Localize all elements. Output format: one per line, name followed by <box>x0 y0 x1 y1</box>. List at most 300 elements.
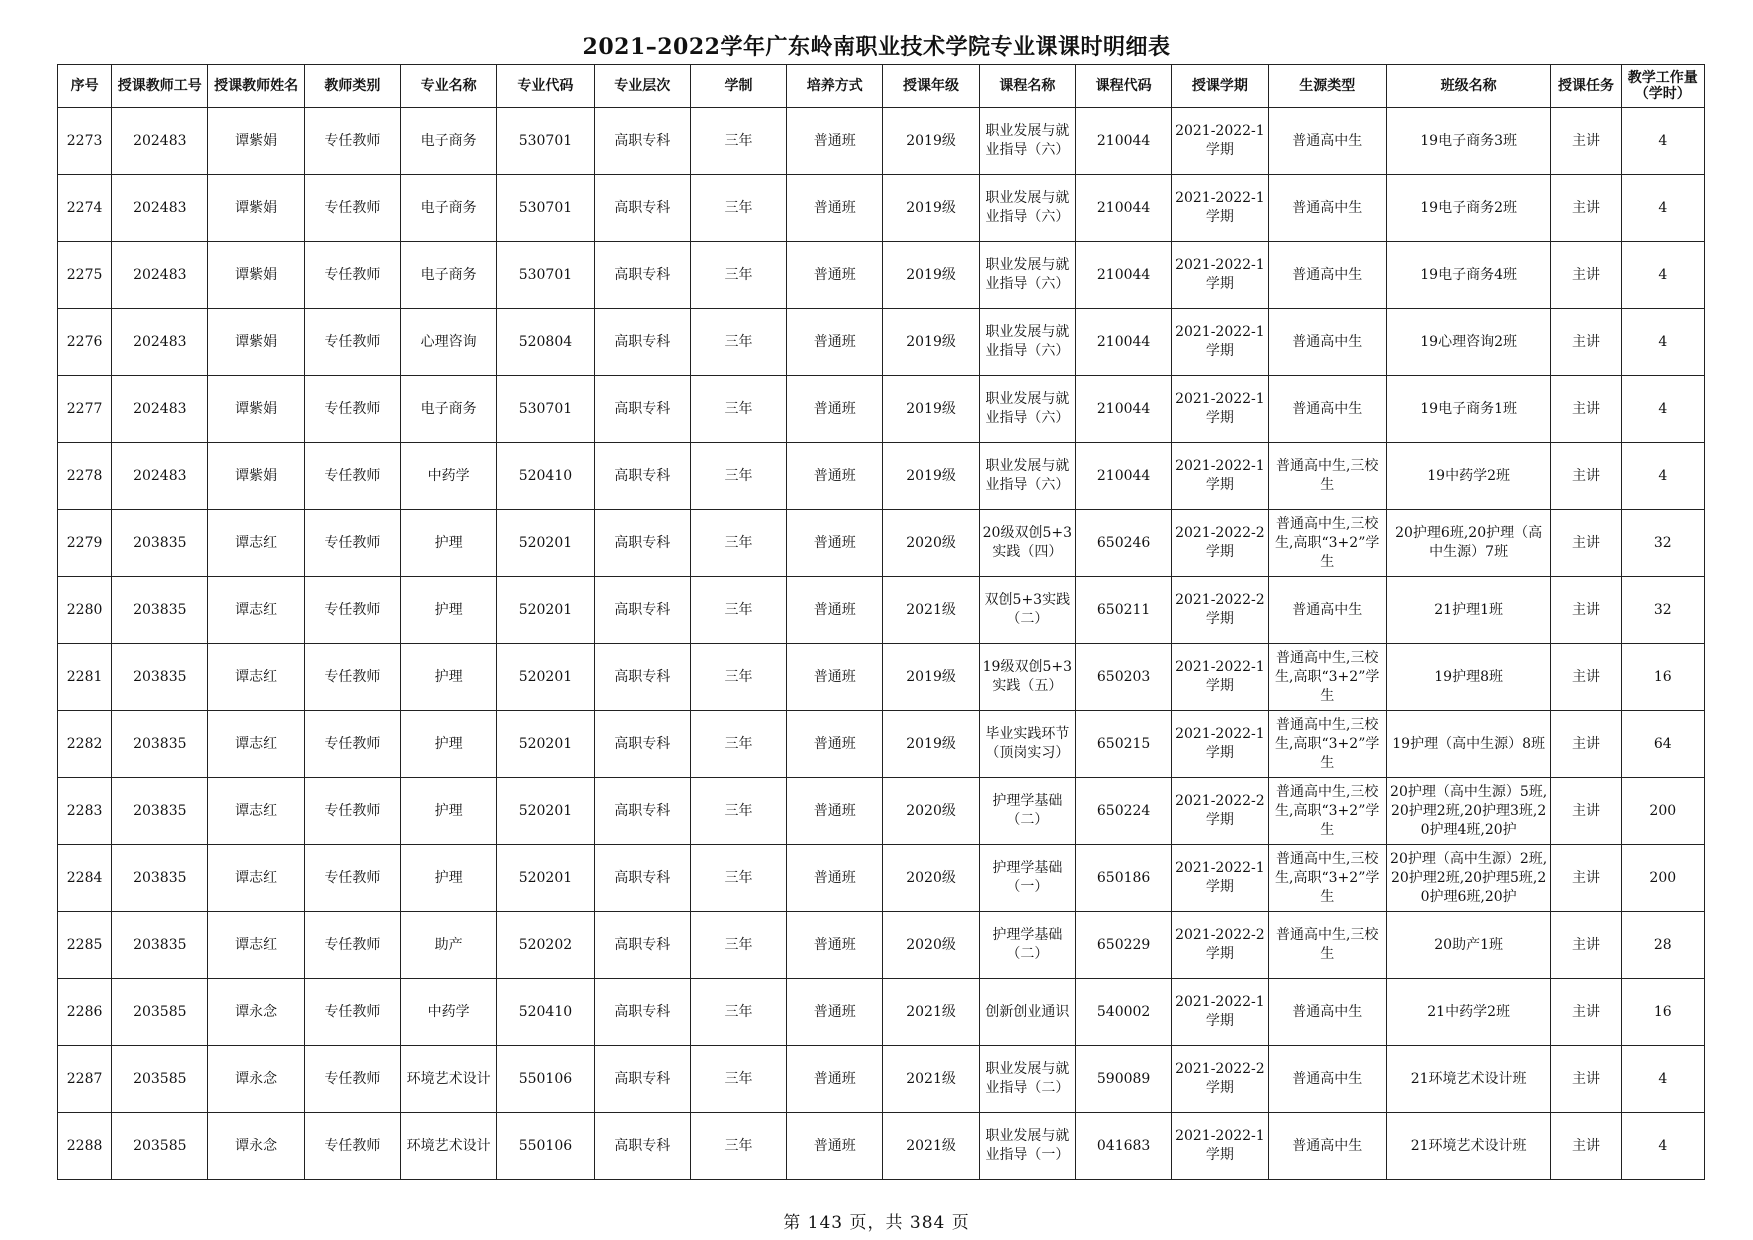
table-cell <box>304 242 400 309</box>
table-cell <box>594 845 690 912</box>
table-cell <box>1551 443 1621 510</box>
table-cell <box>401 577 497 644</box>
table-cell <box>304 510 400 577</box>
cell-text: 专任教师 <box>324 802 381 819</box>
table-cell <box>690 175 786 242</box>
cell-text: 三年 <box>724 802 753 819</box>
cell-text: 护理 <box>434 735 463 752</box>
table-cell <box>1268 443 1386 510</box>
cell-text: 2019级 <box>906 467 956 484</box>
cell-text: 普通高中生 <box>1292 333 1363 350</box>
table-cell <box>1268 711 1386 778</box>
course-hours-table <box>57 64 1705 1180</box>
cell-text: 普通班 <box>813 1137 856 1154</box>
cell-text: 普通班 <box>813 601 856 618</box>
table-row <box>58 644 1705 711</box>
table-cell <box>787 443 883 510</box>
table-cell <box>883 644 979 711</box>
cell-text: 520410 <box>518 467 573 484</box>
table-cell <box>787 577 883 644</box>
table-cell <box>1551 242 1621 309</box>
cell-text: 520804 <box>518 333 573 350</box>
table-cell <box>979 912 1075 979</box>
cell-text: 203585 <box>133 1003 187 1020</box>
cell-text: 高职专科 <box>614 132 671 149</box>
cell-text: 三年 <box>724 199 753 216</box>
cell-text: 职业发展与就业指导（六） <box>985 257 1070 292</box>
cell-text: 普通高中生 <box>1292 601 1363 618</box>
table-cell <box>401 376 497 443</box>
table-cell <box>208 242 304 309</box>
cell-text: 4 <box>1658 132 1668 149</box>
table-cell <box>112 175 208 242</box>
cell-text: 530701 <box>518 199 573 216</box>
cell-text: 专任教师 <box>324 534 381 551</box>
table-cell <box>1172 175 1268 242</box>
table-cell <box>787 979 883 1046</box>
table-cell <box>1621 577 1704 644</box>
table-cell <box>594 577 690 644</box>
table-cell <box>58 510 112 577</box>
cell-text: 650203 <box>1096 668 1151 685</box>
table-cell <box>979 175 1075 242</box>
cell-text: 21中药学2班 <box>1427 1003 1510 1020</box>
cell-text: 19护理8班 <box>1434 668 1503 685</box>
table-row <box>58 510 1705 577</box>
cell-text: 三年 <box>724 1003 753 1020</box>
column-header: 授课学期 <box>1172 65 1268 108</box>
cell-text: 谭紫娟 <box>235 132 278 149</box>
cell-text: 普通高中生 <box>1292 1137 1363 1154</box>
table-cell <box>112 778 208 845</box>
cell-text: 护理学基础（二） <box>992 927 1063 962</box>
table-cell <box>690 778 786 845</box>
table-cell <box>1386 845 1550 912</box>
table-cell <box>690 912 786 979</box>
cell-text: 主讲 <box>1571 936 1600 953</box>
cell-text: 专任教师 <box>324 333 381 350</box>
cell-text: 高职专科 <box>614 400 671 417</box>
table-cell <box>883 175 979 242</box>
cell-text: 三年 <box>724 266 753 283</box>
table-cell <box>1551 309 1621 376</box>
table-cell <box>690 577 786 644</box>
cell-text: 助产 <box>434 936 463 953</box>
table-cell <box>208 108 304 175</box>
cell-text: 2280 <box>66 601 103 618</box>
cell-text: 主讲 <box>1571 467 1600 484</box>
cell-text: 19电子商务2班 <box>1420 199 1517 216</box>
table-cell <box>1268 108 1386 175</box>
table-cell <box>1621 1113 1704 1180</box>
cell-text: 三年 <box>724 1070 753 1087</box>
cell-text: 谭志红 <box>235 534 278 551</box>
table-cell <box>497 845 594 912</box>
table-cell <box>1172 108 1268 175</box>
cell-text: 2020级 <box>906 534 956 551</box>
cell-text: 护理 <box>434 668 463 685</box>
table-cell <box>883 577 979 644</box>
table-cell <box>1075 577 1171 644</box>
cell-text: 三年 <box>724 132 753 149</box>
table-cell <box>787 309 883 376</box>
table-cell <box>497 175 594 242</box>
cell-text: 202483 <box>133 266 187 283</box>
table-cell <box>112 845 208 912</box>
cell-text: 谭紫娟 <box>235 199 278 216</box>
table-cell <box>1268 175 1386 242</box>
table-cell <box>594 376 690 443</box>
table-cell <box>1551 644 1621 711</box>
table-cell <box>883 376 979 443</box>
table-cell <box>690 845 786 912</box>
cell-text: 高职专科 <box>614 1137 671 1154</box>
cell-text: 谭志红 <box>235 869 278 886</box>
table-cell <box>1551 1113 1621 1180</box>
cell-text: 2021级 <box>906 1070 956 1087</box>
table-cell <box>1621 912 1704 979</box>
cell-text: 专任教师 <box>324 668 381 685</box>
cell-text: 650186 <box>1096 869 1151 886</box>
cell-text: 护理 <box>434 869 463 886</box>
cell-text: 530701 <box>518 266 573 283</box>
cell-text: 专任教师 <box>324 467 381 484</box>
table-cell <box>1386 778 1550 845</box>
column-header: 专业层次 <box>594 65 690 108</box>
table-cell <box>787 510 883 577</box>
table-row <box>58 711 1705 778</box>
column-header: 专业代码 <box>497 65 594 108</box>
table-cell <box>787 376 883 443</box>
table-cell <box>58 175 112 242</box>
column-header: 培养方式 <box>787 65 883 108</box>
table-cell <box>1386 175 1550 242</box>
cell-text: 职业发展与就业指导（六） <box>985 123 1070 158</box>
cell-text: 203835 <box>133 869 187 886</box>
cell-text: 520201 <box>518 869 573 886</box>
cell-text: 210044 <box>1096 400 1151 417</box>
table-cell <box>1075 711 1171 778</box>
table-cell <box>401 242 497 309</box>
table-cell <box>208 1113 304 1180</box>
table-cell <box>1621 443 1704 510</box>
column-header: 班级名称 <box>1386 65 1550 108</box>
table-cell <box>1172 912 1268 979</box>
cell-text: 高职专科 <box>614 1070 671 1087</box>
table-cell <box>1551 108 1621 175</box>
table-cell <box>1075 1113 1171 1180</box>
cell-text: 主讲 <box>1571 1003 1600 1020</box>
table-row <box>58 577 1705 644</box>
table-cell <box>1075 376 1171 443</box>
table-cell <box>787 644 883 711</box>
cell-text: 32 <box>1653 601 1672 618</box>
column-header: 授课教师姓名 <box>208 65 304 108</box>
table-body <box>58 108 1705 1180</box>
table-cell <box>208 778 304 845</box>
cell-text: 20级双创5+3实践（四） <box>982 525 1072 560</box>
cell-text: 2021-2022-1学期 <box>1175 391 1265 426</box>
table-cell <box>1075 1046 1171 1113</box>
cell-text: 210044 <box>1096 132 1151 149</box>
cell-text: 护理学基础（二） <box>992 793 1063 828</box>
cell-text: 4 <box>1658 1070 1668 1087</box>
table-row <box>58 845 1705 912</box>
cell-text: 203835 <box>133 936 187 953</box>
table-cell <box>112 644 208 711</box>
cell-text: 专任教师 <box>324 869 381 886</box>
table-cell <box>112 711 208 778</box>
table-row <box>58 912 1705 979</box>
table-cell <box>208 510 304 577</box>
cell-text: 普通班 <box>813 266 856 283</box>
table-cell <box>690 979 786 1046</box>
table-cell <box>1621 510 1704 577</box>
column-header: 授课年级 <box>883 65 979 108</box>
cell-text: 2275 <box>66 266 103 283</box>
table-cell <box>304 376 400 443</box>
table-row <box>58 309 1705 376</box>
cell-text: 2278 <box>66 467 103 484</box>
table-cell <box>594 443 690 510</box>
table-cell <box>979 711 1075 778</box>
cell-text: 2019级 <box>906 266 956 283</box>
cell-text: 电子商务 <box>420 199 477 216</box>
cell-text: 2021-2022-2学期 <box>1175 525 1265 560</box>
table-cell <box>787 778 883 845</box>
table-cell <box>1386 711 1550 778</box>
cell-text: 19中药学2班 <box>1427 467 1510 484</box>
cell-text: 28 <box>1653 936 1672 953</box>
table-cell <box>1268 309 1386 376</box>
table-row <box>58 778 1705 845</box>
table-cell <box>883 443 979 510</box>
cell-text: 普通高中生 <box>1292 400 1363 417</box>
table-cell <box>787 711 883 778</box>
table-cell <box>304 577 400 644</box>
table-cell <box>58 108 112 175</box>
table-cell <box>112 376 208 443</box>
table-cell <box>1172 376 1268 443</box>
table-cell <box>304 979 400 1046</box>
table-cell <box>787 1113 883 1180</box>
cell-text: 高职专科 <box>614 467 671 484</box>
cell-text: 650246 <box>1096 534 1151 551</box>
cell-text: 三年 <box>724 333 753 350</box>
table-cell <box>1075 309 1171 376</box>
cell-text: 主讲 <box>1571 132 1600 149</box>
cell-text: 520201 <box>518 601 573 618</box>
table-cell <box>58 979 112 1046</box>
cell-text: 16 <box>1653 668 1672 685</box>
cell-text: 2288 <box>66 1137 103 1154</box>
cell-text: 19电子商务4班 <box>1420 266 1517 283</box>
cell-text: 中药学 <box>427 467 470 484</box>
table-cell <box>979 778 1075 845</box>
table-row <box>58 443 1705 510</box>
cell-text: 高职专科 <box>614 668 671 685</box>
table-cell <box>1386 644 1550 711</box>
cell-text: 三年 <box>724 467 753 484</box>
cell-text: 650211 <box>1096 601 1151 618</box>
table-cell <box>58 644 112 711</box>
cell-text: 2021-2022-2学期 <box>1175 793 1265 828</box>
table-cell <box>401 1046 497 1113</box>
table-cell <box>304 711 400 778</box>
table-cell <box>1268 778 1386 845</box>
table-cell <box>1268 912 1386 979</box>
table-cell <box>304 1113 400 1180</box>
table-cell <box>1621 778 1704 845</box>
table-cell <box>1172 510 1268 577</box>
cell-text: 三年 <box>724 869 753 886</box>
cell-text: 专任教师 <box>324 266 381 283</box>
table-cell <box>1551 175 1621 242</box>
cell-text: 谭志红 <box>235 601 278 618</box>
table-cell <box>1386 1046 1550 1113</box>
table-cell <box>1075 644 1171 711</box>
table-cell <box>497 912 594 979</box>
table-cell <box>690 711 786 778</box>
cell-text: 三年 <box>724 534 753 551</box>
cell-text: 普通班 <box>813 199 856 216</box>
table-cell <box>112 108 208 175</box>
cell-text: 2020级 <box>906 936 956 953</box>
table-cell <box>58 1113 112 1180</box>
table-cell <box>1172 309 1268 376</box>
cell-text: 2019级 <box>906 333 956 350</box>
cell-text: 2021-2022-1学期 <box>1175 1128 1265 1163</box>
cell-text: 203835 <box>133 601 187 618</box>
table-cell <box>883 845 979 912</box>
table-cell <box>208 376 304 443</box>
cell-text: 2286 <box>66 1003 103 1020</box>
table-cell <box>401 979 497 1046</box>
table-row <box>58 979 1705 1046</box>
cell-text: 普通高中生 <box>1292 132 1363 149</box>
table-cell <box>58 577 112 644</box>
cell-text: 三年 <box>724 601 753 618</box>
cell-text: 专任教师 <box>324 400 381 417</box>
cell-text: 主讲 <box>1571 601 1600 618</box>
cell-text: 双创5+3实践（二） <box>984 592 1071 627</box>
table-cell <box>497 778 594 845</box>
table-cell <box>594 912 690 979</box>
table-cell <box>1075 845 1171 912</box>
cell-text: 主讲 <box>1571 668 1600 685</box>
table-cell <box>594 175 690 242</box>
table-cell <box>883 778 979 845</box>
table-cell <box>1268 510 1386 577</box>
table-cell <box>979 443 1075 510</box>
table-cell <box>112 577 208 644</box>
cell-text: 电子商务 <box>420 266 477 283</box>
table-cell <box>1268 1113 1386 1180</box>
table-cell <box>594 1113 690 1180</box>
table-cell <box>787 175 883 242</box>
table-cell <box>208 912 304 979</box>
table-cell <box>208 1046 304 1113</box>
table-cell <box>979 644 1075 711</box>
table-cell <box>112 1113 208 1180</box>
table-cell <box>497 1046 594 1113</box>
table-cell <box>690 376 786 443</box>
table-cell <box>979 979 1075 1046</box>
cell-text: 2021-2022-1学期 <box>1175 458 1265 493</box>
cell-text: 谭志红 <box>235 735 278 752</box>
cell-text: 普通班 <box>813 802 856 819</box>
table-cell <box>401 912 497 979</box>
table-cell <box>304 1046 400 1113</box>
column-header: 专业名称 <box>401 65 497 108</box>
table-cell <box>208 175 304 242</box>
cell-text: 普通班 <box>813 333 856 350</box>
cell-text: 专任教师 <box>324 601 381 618</box>
cell-text: 19护理（高中生源）8班 <box>1392 735 1545 752</box>
cell-text: 主讲 <box>1571 400 1600 417</box>
table-cell <box>1551 510 1621 577</box>
table-cell <box>594 309 690 376</box>
table-cell <box>979 577 1075 644</box>
table-cell <box>401 510 497 577</box>
table-cell <box>112 309 208 376</box>
table-cell <box>304 912 400 979</box>
table-cell <box>594 711 690 778</box>
table-cell <box>1386 376 1550 443</box>
cell-text: 普通高中生,三校生,高职“3+2”学生 <box>1275 850 1380 905</box>
table-cell <box>1621 711 1704 778</box>
cell-text: 32 <box>1653 534 1672 551</box>
cell-text: 谭紫娟 <box>235 467 278 484</box>
table-cell <box>1172 711 1268 778</box>
cell-text: 谭志红 <box>235 802 278 819</box>
table-cell <box>112 242 208 309</box>
page-number: 第 143 页，共 384 页 <box>783 1213 970 1233</box>
cell-text: 高职专科 <box>614 936 671 953</box>
cell-text: 高职专科 <box>614 266 671 283</box>
cell-text: 环境艺术设计 <box>406 1137 491 1154</box>
cell-text: 20护理6班,20护理（高中生源）7班 <box>1395 525 1543 560</box>
cell-text: 20护理（高中生源）2班,20护理2班,20护理5班,20护理6班,20护 <box>1390 850 1548 905</box>
cell-text: 530701 <box>518 400 573 417</box>
cell-text: 普通班 <box>813 132 856 149</box>
cell-text: 520201 <box>518 802 573 819</box>
table-cell <box>58 778 112 845</box>
table-row <box>58 1113 1705 1180</box>
column-header: 生源类型 <box>1268 65 1386 108</box>
cell-text: 三年 <box>724 936 753 953</box>
cell-text: 203585 <box>133 1070 187 1087</box>
cell-text: 高职专科 <box>614 534 671 551</box>
cell-text: 专任教师 <box>324 735 381 752</box>
cell-text: 2019级 <box>906 132 956 149</box>
table-cell <box>1172 577 1268 644</box>
cell-text: 650215 <box>1096 735 1151 752</box>
cell-text: 2021级 <box>906 1003 956 1020</box>
table-cell <box>58 309 112 376</box>
cell-text: 2021级 <box>906 1137 956 1154</box>
table-cell <box>979 309 1075 376</box>
cell-text: 普通高中生,三校生,高职“3+2”学生 <box>1275 515 1380 570</box>
cell-text: 540002 <box>1096 1003 1151 1020</box>
cell-text: 210044 <box>1096 333 1151 350</box>
table-cell <box>883 242 979 309</box>
table-cell <box>594 644 690 711</box>
cell-text: 普通高中生,三校生,高职“3+2”学生 <box>1275 649 1380 704</box>
cell-text: 电子商务 <box>420 400 477 417</box>
table-cell <box>1386 108 1550 175</box>
table-cell <box>1386 979 1550 1046</box>
